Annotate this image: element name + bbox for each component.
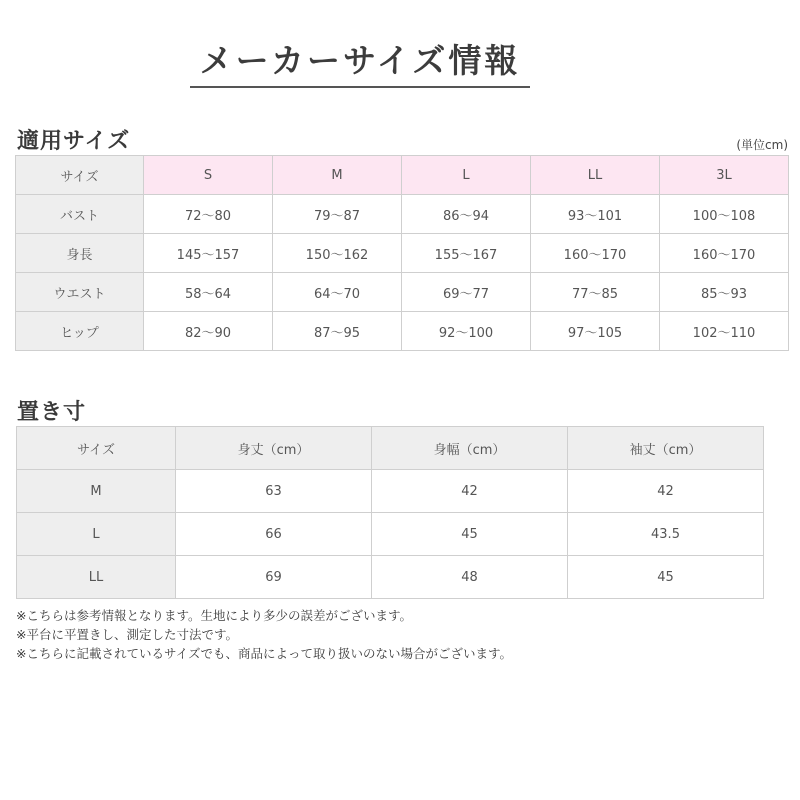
table-cell: 85〜93 (660, 273, 789, 312)
size-column-header: L (402, 156, 531, 195)
unit-note: (単位cm) (736, 138, 788, 152)
size-column-header: 3L (660, 156, 789, 195)
column-header: 袖丈（cm） (568, 427, 764, 470)
table-cell: 45 (372, 513, 568, 556)
table-row (16, 312, 789, 351)
table-cell: 42 (568, 470, 764, 513)
table-cell: 82〜90 (144, 312, 273, 351)
flat-measurements-heading: 置き寸 (17, 400, 87, 425)
table-cell: 77〜85 (531, 273, 660, 312)
table-row (16, 195, 789, 234)
row-label: LL (17, 556, 176, 599)
table-cell: 63 (176, 470, 372, 513)
table-cell: 145〜157 (144, 234, 273, 273)
applicable-size-table (15, 155, 789, 351)
row-label: ウエスト (16, 273, 144, 312)
flat-measurement-table (16, 426, 764, 599)
column-header: サイズ (17, 427, 176, 470)
notes (16, 606, 512, 663)
row-label: バスト (16, 195, 144, 234)
table-row (17, 470, 764, 513)
table-cell: 58〜64 (144, 273, 273, 312)
row-label: ヒップ (16, 312, 144, 351)
size-column-header: S (144, 156, 273, 195)
table-cell: 69 (176, 556, 372, 599)
table-cell: 45 (568, 556, 764, 599)
note-line: ※こちらに記載されているサイズでも、商品によって取り扱いのない場合がございます。 (16, 646, 512, 661)
table-cell: 160〜170 (660, 234, 789, 273)
size-column-header: LL (531, 156, 660, 195)
column-header: 身丈（cm） (176, 427, 372, 470)
table-header-row (17, 427, 764, 470)
table-cell: 87〜95 (273, 312, 402, 351)
table-cell: 72〜80 (144, 195, 273, 234)
table-cell: 86〜94 (402, 195, 531, 234)
table-row (17, 513, 764, 556)
table-cell: 42 (372, 470, 568, 513)
table-cell: 97〜105 (531, 312, 660, 351)
table-header-row (16, 156, 789, 195)
table-cell: 102〜110 (660, 312, 789, 351)
table-cell: 43.5 (568, 513, 764, 556)
column-header: 身幅（cm） (372, 427, 568, 470)
table-cell: 79〜87 (273, 195, 402, 234)
note-line: ※こちらは参考情報となります。生地により多少の誤差がございます。 (16, 608, 412, 623)
table-cell: 150〜162 (273, 234, 402, 273)
table-cell: 160〜170 (531, 234, 660, 273)
table-cell: 93〜101 (531, 195, 660, 234)
table-cell: 69〜77 (402, 273, 531, 312)
table-cell: 100〜108 (660, 195, 789, 234)
table-row (16, 234, 789, 273)
size-column-header: M (273, 156, 402, 195)
size-header-label: サイズ (16, 156, 144, 195)
applicable-sizes-heading: 適用サイズ (17, 129, 131, 154)
row-label: M (17, 470, 176, 513)
title-underline (190, 86, 530, 88)
note-line: ※平台に平置きし、測定した寸法です。 (16, 627, 238, 642)
row-label: L (17, 513, 176, 556)
table-row (16, 273, 789, 312)
table-cell: 66 (176, 513, 372, 556)
table-cell: 155〜167 (402, 234, 531, 273)
table-row (17, 556, 764, 599)
page-title: メーカーサイズ情報 (199, 41, 521, 80)
row-label: 身長 (16, 234, 144, 273)
table-cell: 92〜100 (402, 312, 531, 351)
table-cell: 64〜70 (273, 273, 402, 312)
table-cell: 48 (372, 556, 568, 599)
